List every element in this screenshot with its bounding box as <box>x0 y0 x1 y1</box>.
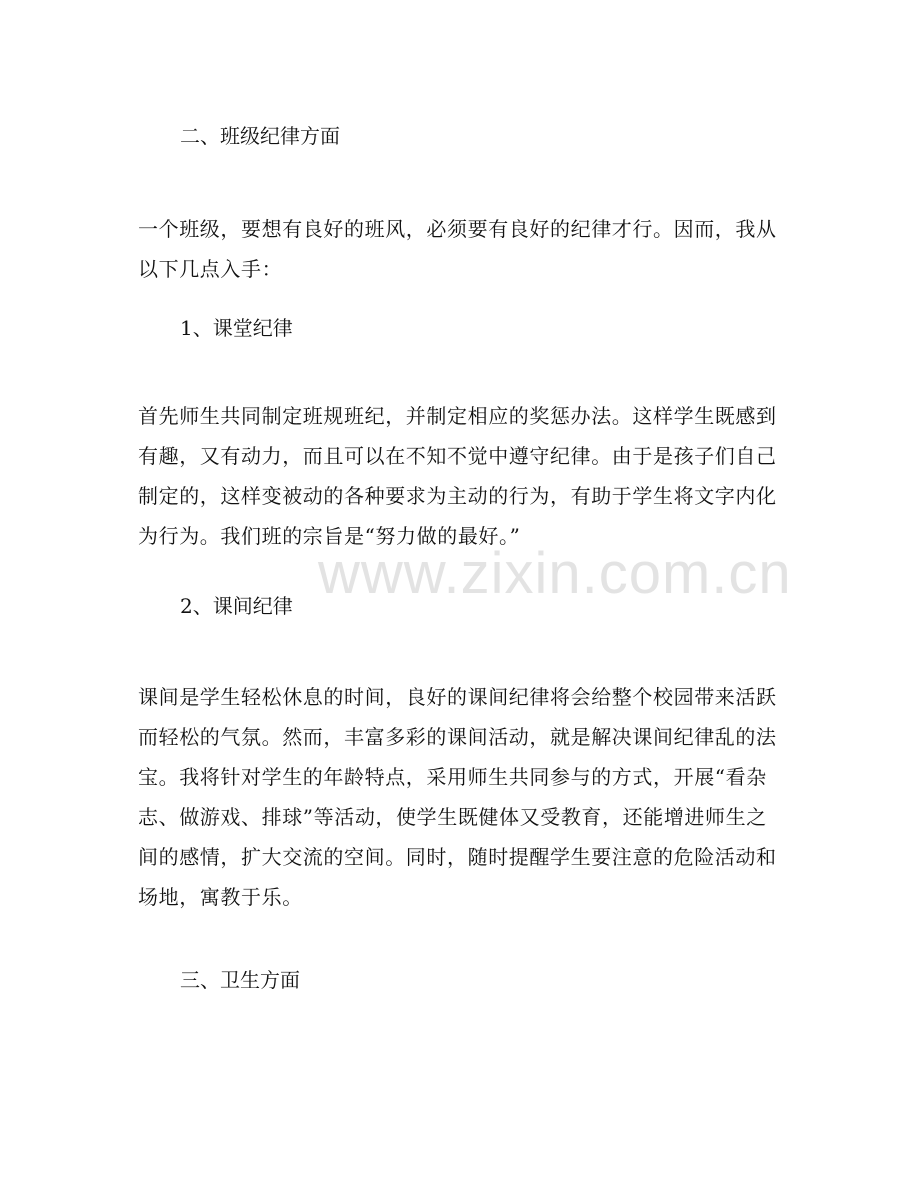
section-2-heading: 二、班级纪律方面 <box>180 124 340 148</box>
intro-paragraph: 一个班级，要想有良好的班风，必须要有良好的纪律才行。因而，我从以下几点入手： <box>138 217 777 281</box>
subheading-break-discipline: 2、课间纪律 <box>180 594 293 618</box>
paragraph-classroom-discipline: 首先师生共同制定班规班纪，并制定相应的奖惩办法。这样学生既感到有趣，又有动力，而且可以在不知不觉中遵守纪律。由于是孩子们自己制定的，这样变被动的各种要求为主动的行为，有助于学生将文字内化为行为。我们班的宗旨是“努力做的最好。” <box>138 404 777 548</box>
subheading-classroom-discipline: 1、课堂纪律 <box>180 316 293 340</box>
paragraph-break-discipline: 课间是学生轻松休息的时间，良好的课间纪律将会给整个校园带来活跃而轻松的气氛。然而，丰富多彩的课间活动，就是解决课间纪律乱的法宝。我将针对学生的年龄特点，采用师生共同参与的方式，开展“看杂志、做游戏、排球”等活动，使学生既健体又受教育，还能增进师生之间的感情，扩大交流的空间。同时，随时提醒学生要注意的危险活动和场地，寓教于乐。 <box>138 685 777 909</box>
section-3-heading: 三、卫生方面 <box>180 968 300 992</box>
watermark-text: www.zixin.com.cn <box>318 541 792 606</box>
